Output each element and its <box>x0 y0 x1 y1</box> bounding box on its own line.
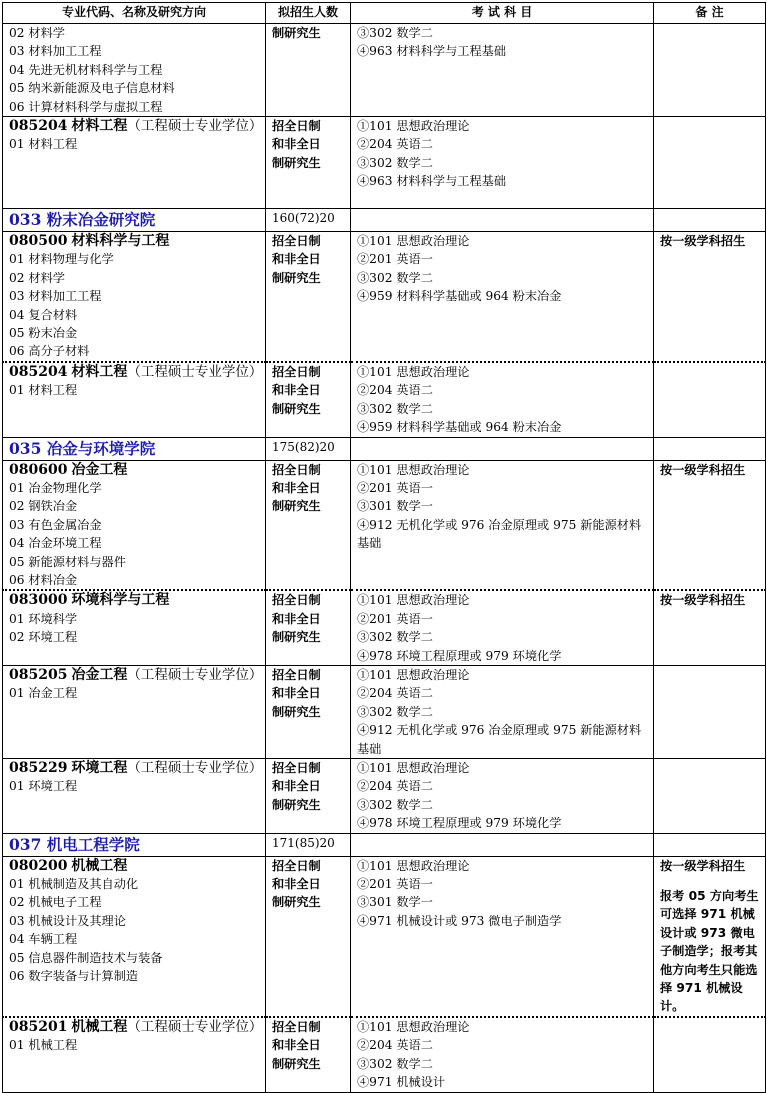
major-cell <box>3 362 266 437</box>
study-mode-line: 招全日制 <box>272 593 321 608</box>
exam-subjects-cell <box>351 460 654 590</box>
study-mode-cell <box>266 856 351 1017</box>
remark-cell <box>654 856 766 1017</box>
major-heading <box>9 461 265 479</box>
college-title: 035 冶金与环境学院 <box>9 438 156 458</box>
major-name: 机械工程 <box>71 1018 128 1035</box>
major-row <box>3 460 766 590</box>
study-mode-line: 招全日制 <box>272 761 321 775</box>
research-direction: 03 材料加工工程 <box>9 289 102 304</box>
major-code: 080600 <box>9 461 68 478</box>
remark-cell <box>654 665 766 758</box>
exam-subject: ③302 数学二 <box>357 704 433 719</box>
exam-subject: ①101 思想政治理论 <box>357 462 470 477</box>
research-direction: 02 环境工程 <box>9 630 78 645</box>
study-mode-line: 和非全日 <box>272 137 321 152</box>
research-direction: 04 复合材料 <box>9 307 78 322</box>
study-mode-line: 制研究生 <box>272 704 321 719</box>
major-degree-note: （工程硕士专业学位） <box>127 760 263 776</box>
exam-subject: ②201 英语一 <box>357 480 433 495</box>
exam-subjects-cell <box>351 362 654 437</box>
major-degree-note: （工程硕士专业学位） <box>127 363 263 380</box>
research-direction: 01 环境科学 <box>9 611 78 626</box>
major-name: 机械工程 <box>71 857 128 874</box>
exam-subject: ②204 英语二 <box>357 1038 433 1053</box>
exam-subjects-cell <box>351 232 654 362</box>
college-exam-empty <box>351 209 654 232</box>
college-name <box>3 437 266 460</box>
exam-subject: ②204 英语二 <box>357 686 433 701</box>
exam-subject: ③302 数学二 <box>357 630 433 645</box>
major-name: 冶金工程 <box>71 666 128 683</box>
major-code: 080200 <box>9 857 68 874</box>
major-heading <box>9 1018 265 1036</box>
exam-subject: ①101 思想政治理论 <box>357 364 470 379</box>
exam-subject: ④978 环境工程原理或 979 环境化学 <box>357 816 562 831</box>
major-code: 083000 <box>9 592 68 609</box>
major-name: 材料科学与工程 <box>71 233 170 250</box>
major-cell <box>3 232 266 362</box>
exam-subjects-cell <box>351 665 654 758</box>
research-direction: 04 冶金环境工程 <box>9 536 102 551</box>
study-mode-line: 和非全日 <box>272 1038 321 1053</box>
research-direction: 02 材料学 <box>9 26 65 40</box>
exam-subjects-cell <box>351 24 654 117</box>
research-direction: 06 数字装备与计算制造 <box>9 969 139 984</box>
exam-subject: ④912 无机化学或 976 冶金原理或 975 新能源材料基础 <box>357 517 642 551</box>
research-direction: 06 材料冶金 <box>9 572 78 587</box>
major-heading <box>9 117 265 135</box>
major-code: 080500 <box>9 233 68 250</box>
exam-subject: ②204 英语二 <box>357 383 433 398</box>
exam-subject: ④963 材料科学与工程基础 <box>357 174 507 189</box>
major-code: 085205 <box>9 666 68 683</box>
major-cell <box>3 117 266 209</box>
major-row <box>3 665 766 758</box>
college-quota <box>266 833 351 856</box>
college-note-empty <box>654 833 766 856</box>
study-mode-line: 和非全日 <box>272 877 321 892</box>
study-mode-cell <box>266 1017 351 1092</box>
research-direction: 01 机械制造及其自动化 <box>9 877 139 892</box>
study-mode-line: 和非全日 <box>272 480 321 495</box>
study-mode-line: 制研究生 <box>272 499 321 514</box>
research-direction: 04 先进无机材料科学与工程 <box>9 62 163 77</box>
major-cell <box>3 759 266 834</box>
exam-subject: ①101 思想政治理论 <box>357 119 470 134</box>
exam-subject: ④978 环境工程原理或 979 环境化学 <box>357 648 562 663</box>
research-direction: 02 材料学 <box>9 270 65 285</box>
college-exam-empty <box>351 437 654 460</box>
research-direction: 01 冶金物理化学 <box>9 480 102 495</box>
college-row <box>3 209 766 232</box>
study-mode-line: 制研究生 <box>272 1056 321 1071</box>
study-mode-line: 招全日制 <box>272 1019 321 1034</box>
study-mode-cell <box>266 24 351 117</box>
exam-subjects-cell <box>351 1017 654 1092</box>
study-mode-cell <box>266 460 351 590</box>
major-cell <box>3 1017 266 1092</box>
exam-subject: ③301 数学一 <box>357 499 433 514</box>
exam-subject: ③302 数学二 <box>357 401 433 416</box>
exam-subjects-cell <box>351 759 654 834</box>
major-cell <box>3 590 266 665</box>
exam-subject: ①101 思想政治理论 <box>357 761 470 775</box>
study-mode-cell <box>266 665 351 758</box>
remark-text: 按一级学科招生 <box>660 234 746 249</box>
exam-subject: ①101 思想政治理论 <box>357 234 470 249</box>
study-mode-line: 和非全日 <box>272 252 321 267</box>
study-mode-line: 和非全日 <box>272 779 321 794</box>
exam-subject: ①101 思想政治理论 <box>357 593 470 608</box>
exam-subject: ④959 材料科学基础或 964 粉末冶金 <box>357 420 562 435</box>
exam-subject: ①101 思想政治理论 <box>357 667 470 682</box>
study-mode-line: 招全日制 <box>272 234 321 249</box>
major-row <box>3 856 766 1017</box>
major-heading <box>9 591 265 609</box>
exam-subject: ④971 机械设计 <box>357 1075 446 1090</box>
study-mode-line: 制研究生 <box>272 630 321 645</box>
header-major: 专业代码、名称及研究方向 <box>3 3 266 24</box>
exam-subject: ④971 机械设计或 973 微电子制造学 <box>357 913 562 928</box>
remark-cell <box>654 1017 766 1092</box>
study-mode-line: 招全日制 <box>272 119 321 134</box>
major-heading <box>9 857 265 875</box>
remark-cell <box>654 460 766 590</box>
quota-value: 171(85)20 <box>272 835 335 850</box>
college-name <box>3 209 266 232</box>
study-mode-cell <box>266 232 351 362</box>
remark-text: 按一级学科招生 <box>660 858 746 873</box>
major-cell <box>3 665 266 758</box>
study-mode-line: 制研究生 <box>272 26 321 40</box>
exam-subject: ④912 无机化学或 976 冶金原理或 975 新能源材料基础 <box>357 723 642 756</box>
remark-text: 按一级学科招生 <box>660 462 746 477</box>
college-title: 037 机电工程学院 <box>9 834 140 854</box>
exam-subject: ③302 数学二 <box>357 155 433 170</box>
header-quota: 拟招生人数 <box>266 3 351 24</box>
research-direction: 05 纳米新能源及电子信息材料 <box>9 81 175 96</box>
exam-subject: ②201 英语一 <box>357 611 433 626</box>
remark-cell <box>654 232 766 362</box>
exam-subject: ②204 英语二 <box>357 779 433 794</box>
remark-gap <box>660 875 765 887</box>
major-name: 环境科学与工程 <box>71 592 170 609</box>
exam-subject: ②201 英语一 <box>357 877 433 892</box>
exam-subject: ①101 思想政治理论 <box>357 858 470 873</box>
research-direction: 01 机械工程 <box>9 1038 78 1053</box>
catalog-table <box>2 2 766 1093</box>
major-code: 085204 <box>9 363 68 380</box>
major-cell <box>3 856 266 1017</box>
exam-subject: ④963 材料科学与工程基础 <box>357 44 507 59</box>
major-code: 085229 <box>9 760 68 776</box>
study-mode-line: 招全日制 <box>272 858 321 873</box>
major-heading <box>9 666 265 684</box>
research-direction: 05 新能源材料与器件 <box>9 554 126 569</box>
study-mode-line: 制研究生 <box>272 155 321 170</box>
major-name: 环境工程 <box>71 760 128 776</box>
exam-subjects-cell <box>351 117 654 209</box>
major-heading <box>9 363 265 381</box>
research-direction: 01 材料工程 <box>9 137 78 152</box>
major-cell <box>3 460 266 590</box>
major-heading <box>9 232 265 250</box>
major-row <box>3 759 766 834</box>
research-direction: 06 高分子材料 <box>9 344 90 359</box>
study-mode-line: 制研究生 <box>272 401 321 416</box>
major-row <box>3 117 766 209</box>
college-row <box>3 833 766 856</box>
exam-subject: ①101 思想政治理论 <box>357 1019 470 1034</box>
exam-subject: ③302 数学二 <box>357 797 433 812</box>
college-note-empty <box>654 437 766 460</box>
study-mode-line: 制研究生 <box>272 270 321 285</box>
study-mode-line: 招全日制 <box>272 667 321 682</box>
catalog-body <box>3 24 766 1093</box>
study-mode-cell <box>266 117 351 209</box>
major-row <box>3 1017 766 1092</box>
college-row <box>3 437 766 460</box>
remark-text: 按一级学科招生 <box>660 593 746 608</box>
study-mode-cell <box>266 759 351 834</box>
research-direction: 01 材料物理与化学 <box>9 252 114 267</box>
exam-subject: ②201 英语一 <box>357 252 433 267</box>
remark-cell <box>654 117 766 209</box>
study-mode-cell <box>266 590 351 665</box>
study-mode-line: 和非全日 <box>272 383 321 398</box>
college-exam-empty <box>351 833 654 856</box>
research-direction: 01 环境工程 <box>9 779 78 794</box>
quota-value: 175(82)20 <box>272 439 335 454</box>
exam-subject: ③302 数学二 <box>357 270 433 285</box>
study-mode-line: 和非全日 <box>272 686 321 701</box>
quota-value: 160(72)20 <box>272 211 335 226</box>
major-row <box>3 362 766 437</box>
research-direction: 03 材料加工工程 <box>9 44 102 59</box>
exam-subject: ③302 数学二 <box>357 1056 433 1071</box>
research-direction: 03 机械设计及其理论 <box>9 913 126 928</box>
major-cell <box>3 24 266 117</box>
major-degree-note: （工程硕士专业学位） <box>127 118 263 135</box>
study-mode-line: 制研究生 <box>272 895 321 910</box>
exam-subject: ②204 英语二 <box>357 137 433 152</box>
research-direction: 02 钢铁冶金 <box>9 499 78 514</box>
exam-subject: ③301 数学一 <box>357 895 433 910</box>
research-direction: 03 有色金属冶金 <box>9 517 102 532</box>
exam-subjects-cell <box>351 856 654 1017</box>
header-exam: 考 试 科 目 <box>351 3 654 24</box>
header-note: 备 注 <box>654 3 766 24</box>
major-name: 冶金工程 <box>71 461 128 478</box>
college-note-empty <box>654 209 766 232</box>
remark-cell <box>654 362 766 437</box>
major-heading <box>9 759 265 777</box>
exam-subjects-cell <box>351 590 654 665</box>
study-mode-line: 和非全日 <box>272 611 321 626</box>
research-direction: 04 车辆工程 <box>9 932 78 947</box>
college-title: 033 粉末冶金研究院 <box>9 210 156 230</box>
college-name <box>3 833 266 856</box>
major-code: 085204 <box>9 118 68 135</box>
research-direction: 05 粉末冶金 <box>9 326 78 341</box>
research-direction: 06 计算材料科学与虚拟工程 <box>9 99 163 114</box>
major-degree-note: （工程硕士专业学位） <box>127 1018 263 1035</box>
major-row <box>3 232 766 362</box>
exam-subject: ③302 数学二 <box>357 26 433 40</box>
remark-cell <box>654 759 766 834</box>
college-quota <box>266 209 351 232</box>
exam-subject: ④959 材料科学基础或 964 粉末冶金 <box>357 289 562 304</box>
research-direction: 05 信息器件制造技术与装备 <box>9 950 163 965</box>
research-direction: 01 冶金工程 <box>9 686 78 701</box>
major-name: 材料工程 <box>71 118 128 135</box>
research-direction: 01 材料工程 <box>9 383 78 398</box>
study-mode-line: 招全日制 <box>272 462 321 477</box>
study-mode-line: 招全日制 <box>272 364 321 379</box>
remark-cell <box>654 24 766 117</box>
study-mode-cell <box>266 362 351 437</box>
major-row <box>3 24 766 117</box>
major-name: 材料工程 <box>71 363 128 380</box>
remark-cell <box>654 590 766 665</box>
study-mode-line: 制研究生 <box>272 797 321 812</box>
header-row <box>3 3 766 24</box>
college-quota <box>266 437 351 460</box>
major-code: 085201 <box>9 1018 68 1035</box>
major-degree-note: （工程硕士专业学位） <box>127 666 263 683</box>
remark-text: 报考 05 方向考生可选择 971 机械设计或 973 微电子制造学；报考其他方向考生只能选择 971 机械设计。 <box>660 889 759 1014</box>
major-row <box>3 590 766 665</box>
research-direction: 02 机械电子工程 <box>9 895 102 910</box>
